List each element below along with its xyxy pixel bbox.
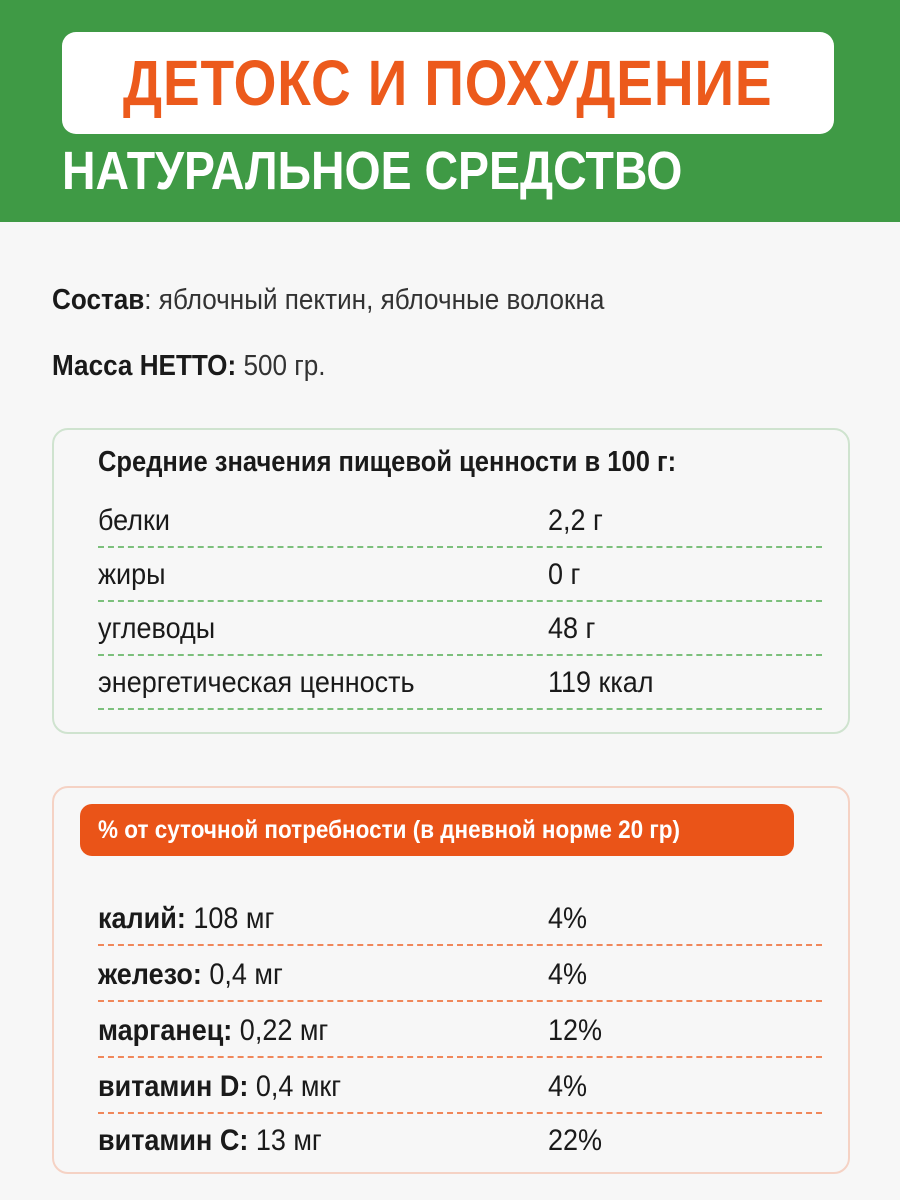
nutrient-label: витамин С:	[98, 1124, 249, 1157]
nutrient-label: марганец:	[98, 1014, 233, 1047]
daily-percent: 12%	[548, 1014, 603, 1047]
nutrition-row	[98, 602, 822, 656]
nutrition-name: белки	[98, 504, 170, 537]
daily-row	[98, 892, 822, 946]
daily-row	[98, 948, 822, 1002]
nutrient-amount: 0,4 мкг	[248, 1070, 342, 1103]
daily-row	[98, 1114, 822, 1168]
nutrition-row	[98, 548, 822, 602]
daily-percent: 4%	[548, 958, 588, 991]
daily-value-header	[80, 804, 794, 856]
nutrient-label: железо:	[98, 958, 202, 991]
nutrient-amount: 0,22 мг	[232, 1014, 329, 1047]
composition-label: Состав	[52, 284, 145, 316]
nutrient-amount: 108 мг	[185, 902, 275, 935]
daily-name	[98, 902, 274, 936]
daily-name	[98, 1014, 328, 1048]
daily-name	[98, 1124, 322, 1158]
nutrient-label: витамин D:	[98, 1070, 249, 1103]
nutrient-amount: 13 мг	[248, 1124, 322, 1157]
nutrition-name: углеводы	[98, 612, 216, 645]
nutrition-row	[98, 656, 822, 710]
page-title: ДЕТОКС И ПОХУДЕНИЕ	[123, 47, 773, 119]
mass-value: 500 гр.	[236, 350, 326, 382]
daily-name	[98, 1070, 341, 1104]
nutrient-amount: 0,4 мг	[201, 958, 283, 991]
daily-percent: 4%	[548, 902, 588, 935]
mass-label: Масса НЕТТО:	[52, 350, 237, 382]
daily-row	[98, 1004, 822, 1058]
nutrition-value: 2,2 г	[548, 504, 603, 537]
nutrition-name: жиры	[98, 558, 166, 591]
nutrition-value: 48 г	[548, 612, 596, 645]
nutrition-value: 119 ккал	[548, 666, 654, 699]
nutrient-label: калий:	[98, 902, 186, 935]
page-subtitle: НАТУРАЛЬНОЕ СРЕДСТВО	[62, 141, 683, 201]
mass-line	[52, 350, 326, 383]
daily-name	[98, 958, 283, 992]
daily-value-panel	[52, 786, 850, 1174]
daily-percent: 22%	[548, 1124, 603, 1157]
nutrition-row	[98, 494, 822, 548]
daily-percent: 4%	[548, 1070, 588, 1103]
daily-value-title: % от суточной потребности (в дневной норме 20 гр)	[98, 815, 680, 844]
composition-line	[52, 284, 604, 317]
composition-value: : яблочный пектин, яблочные волокна	[144, 284, 605, 316]
nutrition-name: энергетическая ценность	[98, 666, 415, 699]
title-box	[62, 32, 834, 134]
header-banner	[0, 0, 900, 222]
nutrition-panel	[52, 428, 850, 734]
nutrition-title: Средние значения пищевой ценности в 100 г:	[98, 446, 677, 478]
daily-row	[98, 1060, 822, 1114]
nutrition-value: 0 г	[548, 558, 581, 591]
